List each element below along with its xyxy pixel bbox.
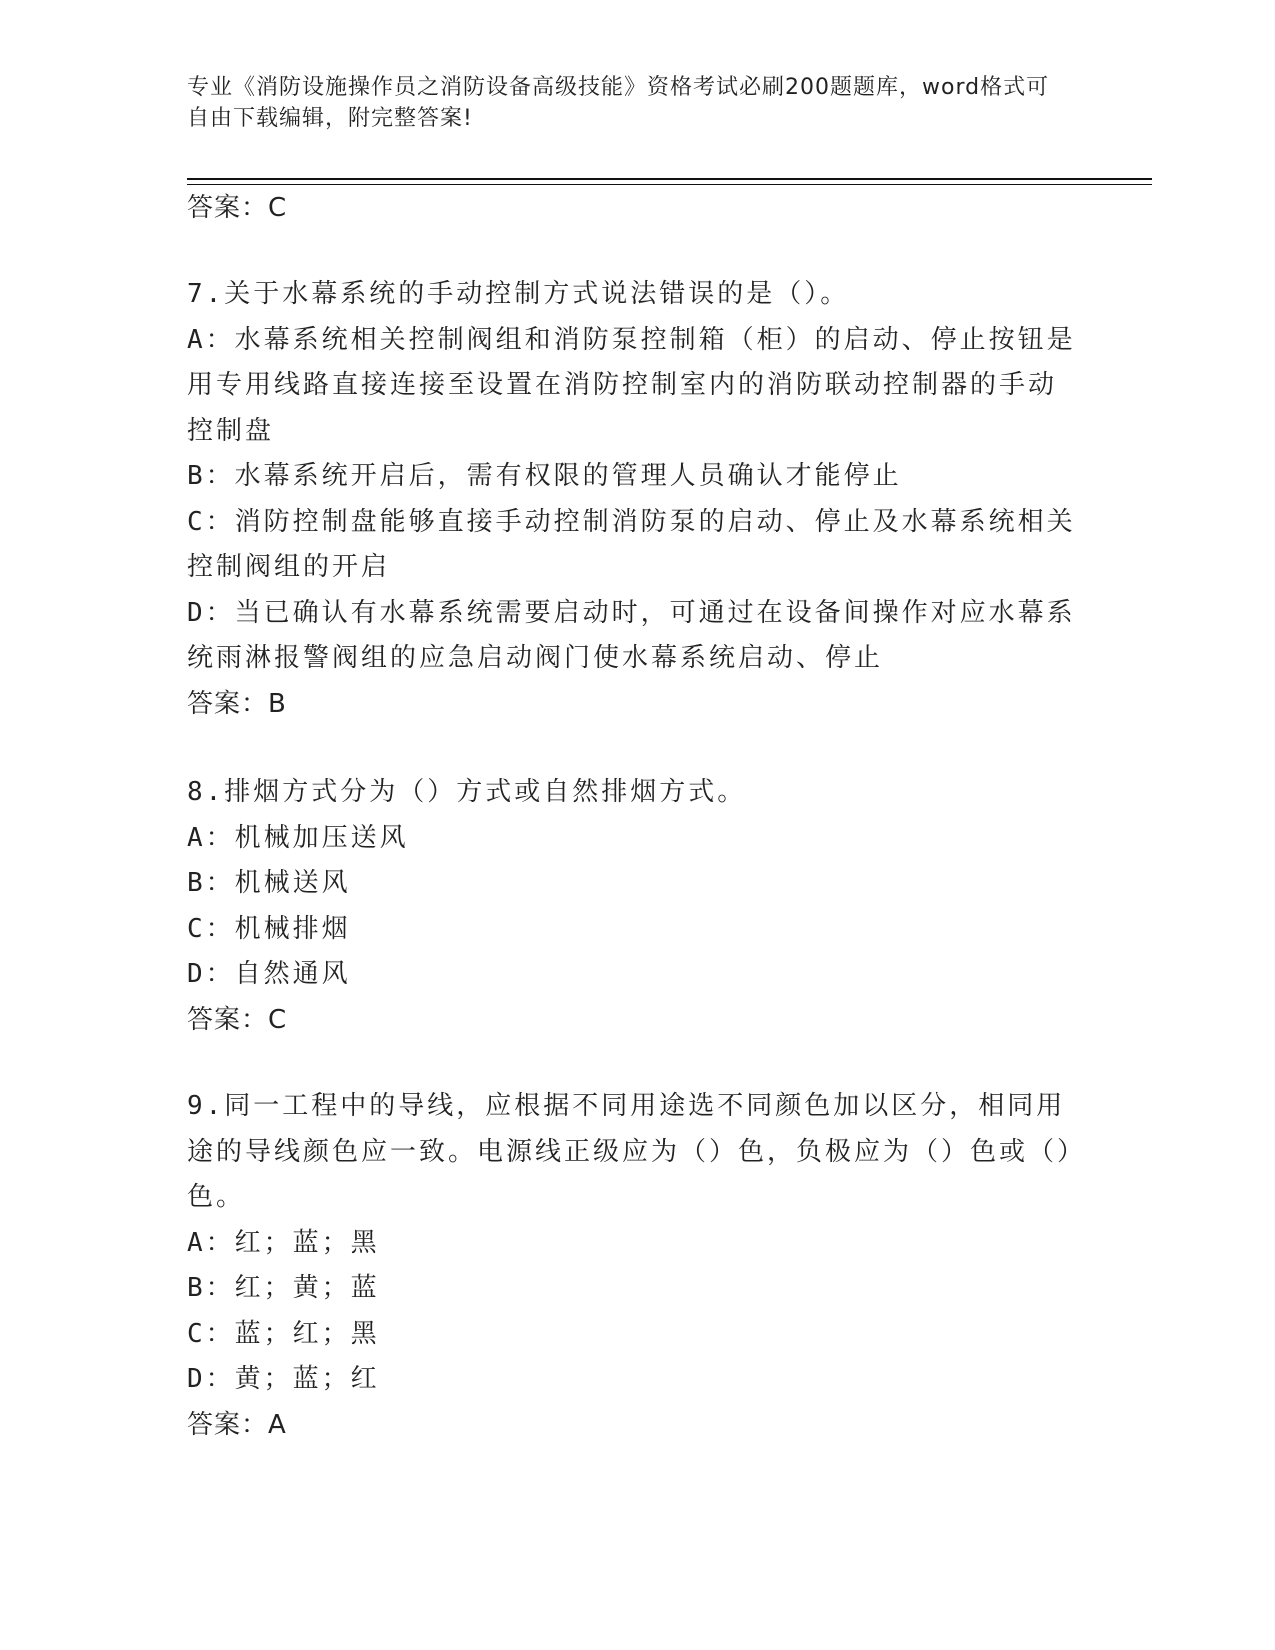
option-a: A：水幕系统相关控制阀组和消防泵控制箱（柜）的启动、停止按钮是用专用线路直接连接至设置在消防控制室内的消防联动控制器的手动控制盘 — [187, 324, 1076, 446]
option-d: D：黄；蓝；红 — [187, 1364, 380, 1394]
option-c: C：消防控制盘能够直接手动控制消防泵的启动、停止及水幕系统相关控制阀组的开启 — [187, 506, 1076, 582]
option-c: C：蓝；红；黑 — [187, 1318, 380, 1349]
header-divider-thick — [187, 178, 1152, 180]
question-answer: 答案：A — [187, 1409, 287, 1440]
question-stem: 7.关于水幕系统的手动控制方式说法错误的是（）。 — [187, 279, 850, 309]
question-answer: 答案：C — [187, 1004, 288, 1035]
question-7 — [187, 272, 1077, 727]
option-b: B：红；黄；蓝 — [187, 1273, 380, 1303]
question-stem: 9.同一工程中的导线，应根据不同用途选不同颜色加以区分，相同用途的导线颜色应一致。电源线正级应为（）色，负极应为（）色或（）色。 — [187, 1091, 1074, 1212]
option-c: C：机械排烟 — [187, 913, 351, 944]
option-d: D：自然通风 — [187, 959, 351, 989]
option-b: B：机械送风 — [187, 868, 351, 898]
option-d: D：当已确认有水幕系统需要启动时，可通过在设备间操作对应水幕系统雨淋报警阀组的应急启动阀门使水幕系统启动、停止 — [187, 597, 1076, 673]
option-a: A：红；蓝；黑 — [187, 1227, 380, 1258]
header-divider-thin — [187, 184, 1152, 185]
document-header: 专业《消防设施操作员之消防设备高级技能》资格考试必刷200题题库，word格式可自由下载编辑，附完整答案! — [187, 75, 1050, 131]
question-9 — [187, 1084, 1077, 1448]
question-stem: 8.排烟方式分为（）方式或自然排烟方式。 — [187, 777, 747, 807]
question-8 — [187, 770, 1077, 1043]
option-a: A：机械加压送风 — [187, 822, 409, 853]
question-answer: 答案：B — [187, 688, 287, 719]
option-b: B：水幕系统开启后，需有权限的管理人员确认才能停止 — [187, 461, 902, 491]
previous-answer: 答案：C — [187, 193, 288, 223]
